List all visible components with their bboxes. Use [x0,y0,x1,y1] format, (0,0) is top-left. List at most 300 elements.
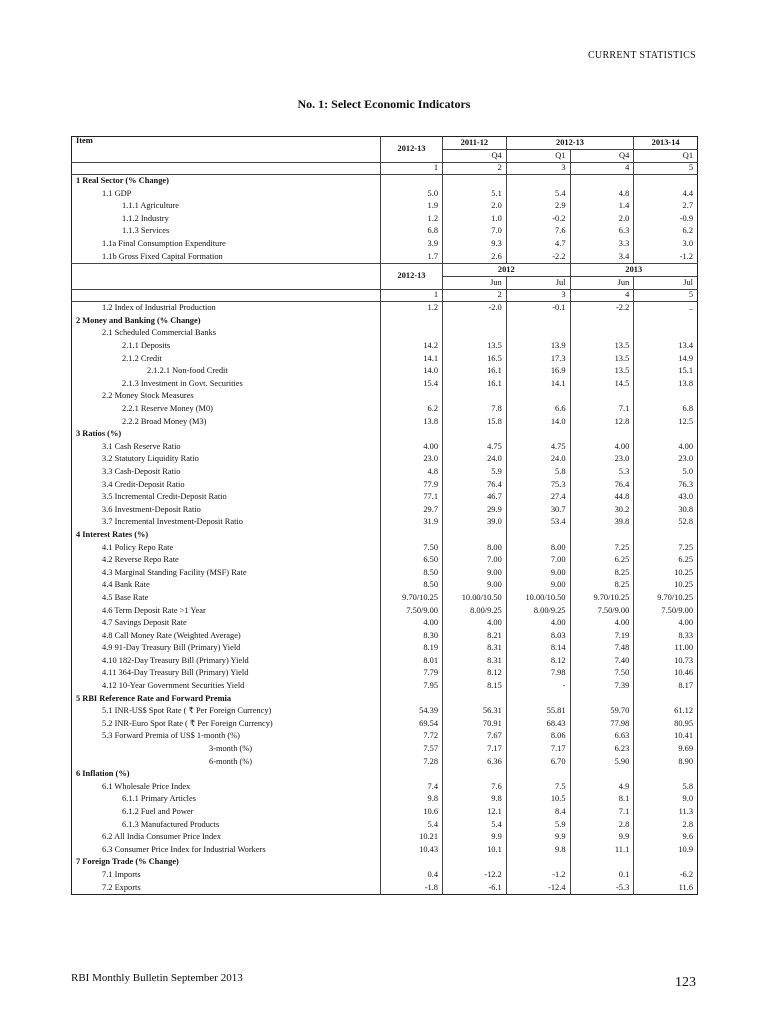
value-cell: 8.90 [634,756,698,769]
value-cell: 68.43 [506,718,570,731]
value-cell: 54.39 [381,705,443,718]
value-cell: 1.0 [443,213,507,226]
table-row [72,327,698,340]
value-cell: 5.4 [381,819,443,832]
value-cell: 11.00 [634,642,698,655]
value-cell: 9.9 [506,831,570,844]
block2-item-spacer [72,264,381,290]
table-title: No. 1: Select Economic Indicators [297,97,471,111]
value-cell: 6.63 [570,730,634,743]
value-cell: 13.4 [634,340,698,353]
table-row [72,881,698,894]
table-row [72,441,698,454]
row-label: 4.8 Call Money Rate (Weighted Average) [102,630,241,640]
value-cell [506,693,570,706]
row-label: 3.7 Incremental Investment-Deposit Ratio [102,517,243,527]
table-row [72,541,698,554]
value-cell: 7.50 [381,541,443,554]
value-cell [570,693,634,706]
row-label: 6.1.1 Primary Articles [122,794,196,804]
table-row [72,302,698,315]
value-cell [381,390,443,403]
indicators-table-wrapper [71,136,697,895]
value-cell: 46.7 [443,491,507,504]
value-cell: 9.8 [506,844,570,857]
value-cell: 10.25 [634,567,698,580]
value-cell [634,529,698,542]
value-cell: 5.9 [506,819,570,832]
value-cell: 14.2 [381,340,443,353]
value-cell [443,768,507,781]
value-cell: 10.21 [381,831,443,844]
value-cell: 14.0 [506,416,570,429]
value-cell: 24.0 [506,453,570,466]
section-heading: 6 Inflation (%) [76,769,130,779]
value-cell: 75.3 [506,478,570,491]
value-cell: 4.00 [570,441,634,454]
value-cell: 5.3 [570,466,634,479]
value-cell: 53.4 [506,516,570,529]
value-cell: 7.00 [443,554,507,567]
value-cell: 9.0 [634,793,698,806]
value-cell [443,175,507,188]
value-cell: 3.4 [570,251,634,264]
value-cell [634,693,698,706]
value-cell: 7.67 [443,730,507,743]
row-label: 6.3 Consumer Price Index for Industrial Workers [102,844,266,854]
row-label: 3.3 Cash-Deposit Ratio [102,466,181,476]
value-cell: 3.0 [634,238,698,251]
value-cell: 30.8 [634,504,698,517]
value-cell: 2.7 [634,200,698,213]
column-index: 2 [443,290,507,302]
table-row [72,579,698,592]
value-cell: 9.8 [443,793,507,806]
value-cell: 4.75 [443,441,507,454]
table-row [72,200,698,213]
table-row [72,655,698,668]
value-cell: 4.00 [634,617,698,630]
value-cell: 14.5 [570,378,634,391]
value-cell: 4.00 [506,617,570,630]
table-row [72,617,698,630]
row-label: 5.2 INR-Euro Spot Rate ( ₹ Per Foreign Currency) [102,718,273,728]
value-cell: 23.0 [381,453,443,466]
value-cell: 12.1 [443,806,507,819]
value-cell: 8.00/9.25 [443,604,507,617]
value-cell [570,175,634,188]
value-cell: -1.2 [634,251,698,264]
row-label: 1.1b Gross Fixed Capital Formation [102,251,223,261]
value-cell: 23.0 [634,453,698,466]
table-row [72,466,698,479]
value-cell [506,390,570,403]
row-label: 6.1.2 Fuel and Power [122,807,194,816]
value-cell [506,327,570,340]
value-cell: 4.8 [570,188,634,201]
value-cell: 7.17 [506,743,570,756]
value-cell [381,175,443,188]
row-label: 4.1 Policy Repo Rate [102,542,174,552]
value-cell: 10.6 [381,806,443,819]
value-cell [634,768,698,781]
value-cell: -2.2 [570,302,634,315]
row-label: 3.5 Incremental Credit-Deposit Ratio [102,492,227,502]
value-cell: 6.6 [506,403,570,416]
value-cell: 69.54 [381,718,443,731]
table-row [72,478,698,491]
value-cell: 1.7 [381,251,443,264]
value-cell: 9.70/10.25 [570,592,634,605]
value-cell: 0.4 [381,869,443,882]
value-cell: 4.00 [381,441,443,454]
index-row-spacer [72,290,381,302]
value-cell: 5.4 [443,819,507,832]
value-cell: 1.2 [381,213,443,226]
row-label: 3.1 Cash Reserve Ratio [102,441,181,451]
value-cell: 7.79 [381,667,443,680]
value-cell: 7.72 [381,730,443,743]
value-cell: 7.98 [506,667,570,680]
value-cell [634,390,698,403]
value-cell: 10.41 [634,730,698,743]
value-cell: 1.9 [381,200,443,213]
value-cell: 10.1 [443,844,507,857]
table-row [72,416,698,429]
value-cell: 43.0 [634,491,698,504]
value-cell: 8.06 [506,730,570,743]
value-cell: 7.50 [570,667,634,680]
value-cell: 8.50 [381,567,443,580]
value-cell: 11.6 [634,881,698,894]
block1-group-2013-14: 2013-14 [634,137,698,150]
value-cell: 10.43 [381,844,443,857]
value-cell: 7.19 [570,630,634,643]
value-cell: 0.1 [570,869,634,882]
value-cell: 44.8 [570,491,634,504]
value-cell: 29.7 [381,504,443,517]
value-cell: 70.91 [443,718,507,731]
value-cell: 7.4 [381,781,443,794]
item-column-header: Item [76,136,93,145]
table-row [72,315,698,328]
value-cell [443,390,507,403]
value-cell: 4.9 [570,781,634,794]
row-label: 2.1.2.1 Non-food Credit [147,366,228,376]
value-cell: 2.8 [634,819,698,832]
block1-sub-q4-2011-12: Q4 [443,150,507,163]
value-cell: -1.2 [506,869,570,882]
value-cell: 9.70/10.25 [381,592,443,605]
column-index: 1 [381,290,443,302]
table-row [72,630,698,643]
value-cell: 13.5 [570,353,634,366]
value-cell: 80.95 [634,718,698,731]
value-cell: 2.9 [506,200,570,213]
row-label: 4.12 10-Year Government Securities Yield [102,681,245,691]
block1-column-index-row [72,163,698,175]
value-cell [443,529,507,542]
table-row [72,529,698,542]
row-label: 4.4 Bank Rate [102,580,150,590]
value-cell: 7.50/9.00 [381,604,443,617]
row-label: 2.1.3 Investment in Govt. Securities [122,378,243,388]
value-cell: 6.8 [381,225,443,238]
value-cell: 4.75 [506,441,570,454]
row-label: 6.1 Wholesale Price Index [102,781,191,791]
value-cell: 15.1 [634,365,698,378]
value-cell: - [506,680,570,693]
value-cell: 5.0 [381,188,443,201]
value-cell: 9.69 [634,743,698,756]
section-heading: 1 Real Sector (% Change) [76,176,169,186]
block1-group-2011-12: 2011-12 [443,137,507,150]
value-cell: 31.9 [381,516,443,529]
value-cell: 12.5 [634,416,698,429]
table-row [72,756,698,769]
page-number: 123 [675,975,696,990]
value-cell: 11.3 [634,806,698,819]
value-cell: 8.14 [506,642,570,655]
value-cell: 77.9 [381,478,443,491]
row-label: 5.3 Forward Premia of US$ 1-month (%) [102,731,240,741]
table-row [72,793,698,806]
column-index: 5 [634,290,698,302]
table-row [72,718,698,731]
value-cell: 9.9 [443,831,507,844]
value-cell: 7.0 [443,225,507,238]
block2-group-2013: 2013 [570,264,698,277]
value-cell: 7.57 [381,743,443,756]
value-cell: 8.25 [570,579,634,592]
value-cell [506,315,570,328]
value-cell: 16.1 [443,378,507,391]
table-row [72,592,698,605]
value-cell: -12.4 [506,881,570,894]
value-cell: 6.25 [570,554,634,567]
column-index: 1 [381,163,443,175]
value-cell: -5.3 [570,881,634,894]
section-heading: 4 Interest Rates (%) [76,529,149,539]
table-row [72,831,698,844]
value-cell: 52.8 [634,516,698,529]
value-cell: -2.0 [443,302,507,315]
value-cell [570,315,634,328]
value-cell: -2.2 [506,251,570,264]
value-cell: 7.40 [570,655,634,668]
value-cell: 8.00 [506,541,570,554]
value-cell: 59.70 [570,705,634,718]
value-cell: 8.31 [443,642,507,655]
value-cell: 10.00/10.50 [506,592,570,605]
table-row [72,856,698,869]
value-cell: 4.4 [634,188,698,201]
block1-sub-q4-2012-13: Q4 [570,150,634,163]
table-row [72,378,698,391]
section-heading: 3 Ratios (%) [76,429,122,439]
block1-base-year-header: 2012-13 [381,137,443,163]
column-index: 3 [506,290,570,302]
value-cell: 7.6 [506,225,570,238]
value-cell: 14.1 [506,378,570,391]
value-cell [506,768,570,781]
value-cell [506,175,570,188]
value-cell: 5.4 [506,188,570,201]
row-label: 3.4 Credit-Deposit Ratio [102,479,185,489]
value-cell: 2.8 [570,819,634,832]
value-cell: 5.90 [570,756,634,769]
value-cell: 77.1 [381,491,443,504]
value-cell: 5.0 [634,466,698,479]
row-label: 3-month (%) [209,744,253,754]
value-cell: 2.0 [570,213,634,226]
value-cell [634,327,698,340]
value-cell: 8.03 [506,630,570,643]
value-cell: 10.46 [634,667,698,680]
publication-footer: RBI Monthly Bulletin September 2013 [71,972,243,984]
value-cell: 6.25 [634,554,698,567]
value-cell: 4.00 [634,441,698,454]
table-row [72,554,698,567]
value-cell [570,327,634,340]
value-cell: 7.48 [570,642,634,655]
value-cell: 56.31 [443,705,507,718]
value-cell: -0.9 [634,213,698,226]
value-cell: 9.8 [381,793,443,806]
value-cell: 8.30 [381,630,443,643]
value-cell: 13.9 [506,340,570,353]
table-row [72,844,698,857]
value-cell [570,856,634,869]
row-label: 7.2 Exports [102,882,141,892]
value-cell: 7.50/9.00 [634,604,698,617]
value-cell: 7.5 [506,781,570,794]
value-cell: 10.5 [506,793,570,806]
section-heading: 7 Foreign Trade (% Change) [76,857,179,867]
value-cell [381,856,443,869]
row-label: 4.2 Reverse Repo Rate [102,555,179,565]
table-row [72,428,698,441]
row-label: 1.1.3 Services [122,226,170,236]
value-cell: 4.00 [570,617,634,630]
value-cell: 6.3 [570,225,634,238]
table-row [72,175,698,188]
value-cell: 8.21 [443,630,507,643]
value-cell: 16.1 [443,365,507,378]
row-label: 3.2 Statutory Liquidity Ratio [102,454,199,464]
row-label: 2.2.1 Reserve Money (M0) [122,404,213,413]
value-cell [570,428,634,441]
value-cell: 7.28 [381,756,443,769]
value-cell [381,529,443,542]
section-heading: 5 RBI Reference Rate and Forward Premia [76,693,232,703]
value-cell: 14.0 [381,365,443,378]
value-cell: 17.3 [506,353,570,366]
value-cell: 4.7 [506,238,570,251]
column-index: 5 [634,163,698,175]
value-cell: 39.0 [443,516,507,529]
column-index: 4 [570,163,634,175]
row-label: 4.3 Marginal Standing Facility (MSF) Rate [102,567,247,577]
value-cell: 7.25 [570,541,634,554]
section-heading: 2 Money and Banking (% Change) [76,315,201,325]
value-cell: 77.98 [570,718,634,731]
value-cell: 9.3 [443,238,507,251]
value-cell: 13.5 [570,340,634,353]
block2-sub-header: Jun [443,277,507,290]
block1-group-header-row [72,137,698,150]
block1-sub-q1-2012-13: Q1 [506,150,570,163]
value-cell: 8.12 [443,667,507,680]
value-cell: 10.9 [634,844,698,857]
value-cell: 7.6 [443,781,507,794]
value-cell [506,529,570,542]
value-cell: 9.9 [570,831,634,844]
value-cell: 2.0 [443,200,507,213]
table-row [72,251,698,264]
table-row [72,353,698,366]
table-row [72,781,698,794]
value-cell [443,428,507,441]
value-cell: 30.7 [506,504,570,517]
value-cell [634,856,698,869]
value-cell: 7.39 [570,680,634,693]
value-cell: 7.8 [443,403,507,416]
value-cell: 8.19 [381,642,443,655]
value-cell: 2.6 [443,251,507,264]
table-row [72,225,698,238]
value-cell [634,175,698,188]
row-label: 4.9 91-Day Treasury Bill (Primary) Yield [102,643,241,653]
value-cell: 8.12 [506,655,570,668]
value-cell: 7.95 [381,680,443,693]
table-row [72,806,698,819]
row-label: 2.2.2 Broad Money (M3) [122,416,207,426]
block1-sub-q1-2013-14: Q1 [634,150,698,163]
row-label: 1.1 GDP [102,188,132,198]
value-cell: 8.15 [443,680,507,693]
table-row [72,768,698,781]
value-cell [443,693,507,706]
value-cell [634,315,698,328]
indicators-table-body [72,137,698,895]
value-cell: 1.2 [381,302,443,315]
row-label: 6.2 All India Consumer Price Index [102,832,222,842]
value-cell: .. [634,302,698,315]
table-row [72,642,698,655]
value-cell: 12.8 [570,416,634,429]
table-row [72,238,698,251]
row-label: 4.10 182-Day Treasury Bill (Primary) Yield [102,655,249,665]
block1-group-2012-13: 2012-13 [506,137,634,150]
value-cell: -6.2 [634,869,698,882]
value-cell: 1.4 [570,200,634,213]
table-row [72,819,698,832]
table-row [72,365,698,378]
value-cell: 3.3 [570,238,634,251]
value-cell: 16.5 [443,353,507,366]
value-cell: 8.00/9.25 [506,604,570,617]
row-label: 6.1.3 Manufactured Products [122,819,220,829]
block2-group-header-row [72,264,698,277]
value-cell [381,327,443,340]
value-cell: 7.1 [570,403,634,416]
value-cell: 8.31 [443,655,507,668]
value-cell: 4.00 [381,617,443,630]
value-cell: 15.8 [443,416,507,429]
value-cell: 14.1 [381,353,443,366]
value-cell: 8.4 [506,806,570,819]
